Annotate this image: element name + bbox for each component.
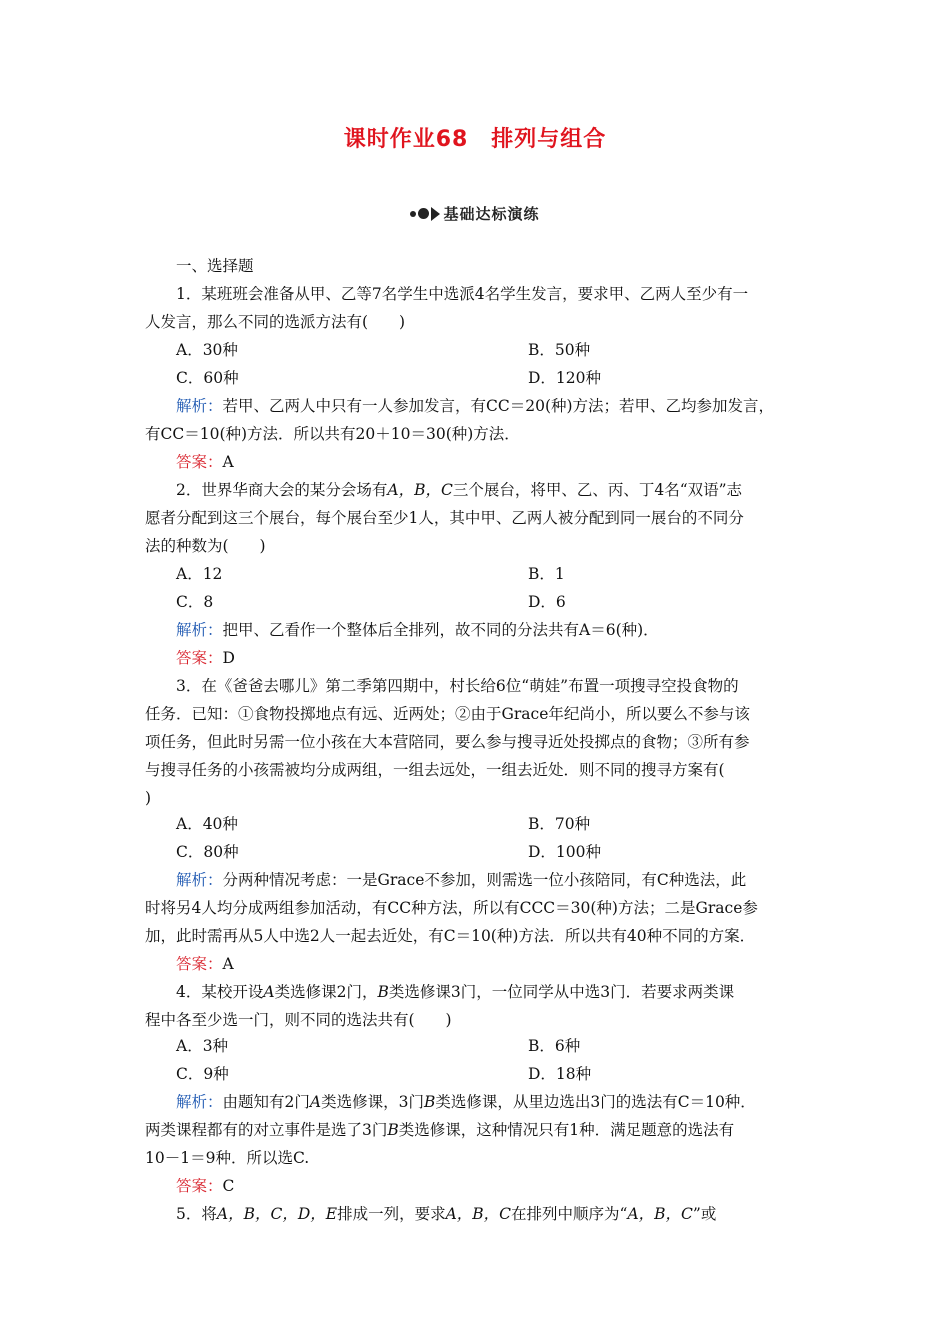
q2-option-c: C．8 [176, 593, 214, 611]
answer-label: 答案： [176, 955, 223, 973]
q3-jiexi-line3: 加，此时需再从5人中选2人一起去近处，有C＝10(种)方法．所以共有40种不同的方案． [145, 927, 756, 945]
q5-line1-b: A，B，C，D，E [216, 1205, 338, 1223]
q4-jiexi2-a: 两类课程都有的对立事件是选了3门 [145, 1121, 388, 1139]
q5-line1-e: 在排列中顺序为“ [511, 1205, 628, 1223]
q1-jiexi [176, 396, 774, 416]
q5-line1-c: 排成一列，要求 [337, 1205, 446, 1223]
q4-answer [176, 1176, 234, 1196]
q5-line1-a: 5．将 [176, 1205, 217, 1223]
q4-jiexi-c: 类选修课，3门 [321, 1093, 424, 1111]
q2-option-b: B．1 [528, 565, 565, 583]
q1-jiexi-text: 若甲、乙两人中只有一人参加发言，有CC＝20(种)方法；若甲、乙均参加发言， [222, 397, 775, 415]
q2-option-a: A．12 [176, 565, 223, 583]
q3-line3: 项任务，但此时另需一位小孩在大本营陪同，要么参与搜寻近处投掷点的食物；③所有参 [145, 733, 750, 751]
answer-label: 答案： [176, 1177, 223, 1195]
q4-jiexi-e: 类选修课，从里边选出3门的选法有C＝10种． [435, 1093, 756, 1111]
q2-line3: 法的种数为( ) [145, 537, 266, 555]
jiexi-label: 解析： [176, 871, 223, 889]
q1-option-c: C．60种 [176, 369, 239, 387]
q4-jiexi-b: A [309, 1093, 322, 1111]
q3-jiexi-text: 分两种情况考虑：一是Grace不参加，则需选一位小孩陪同，有C种选法，此 [222, 871, 747, 889]
q4-jiexi2-b: B [387, 1121, 399, 1139]
q4-line2: 程中各至少选一门，则不同的选法共有( ) [145, 1011, 452, 1029]
q2-line1-pre: 2．世界华商大会的某分会场有 [176, 481, 388, 499]
q5-line1-f: A，B，C [627, 1205, 693, 1223]
section-banner [0, 203, 950, 224]
q1-jiexi-line2: 有CC＝10(种)方法．所以共有20＋10＝30(种)方法． [145, 425, 520, 443]
q3-line4: 与搜寻任务的小孩需被均分成两组，一组去远处，一组去近处．则不同的搜寻方案有( [145, 761, 725, 779]
q3-jiexi-line2: 时将另4人均分成两组参加活动，有CC种方法，所以有CCC＝30(种)方法；二是Grace参 [145, 899, 758, 917]
q1-answer-value: A [222, 453, 234, 471]
q3-line2: 任务．已知：①食物投掷地点有远、近两处；②由于Grace年纪尚小，所以要么不参与该 [145, 705, 750, 723]
q4-line1-a: 4．某校开设 [176, 983, 264, 1001]
q2-answer-value: D [222, 649, 235, 667]
q4-option-a: A．3种 [176, 1037, 229, 1055]
q4-jiexi2-c: 类选修课，这种情况只有1种．满足题意的选法有 [398, 1121, 735, 1139]
q4-line1 [176, 982, 734, 1002]
jiexi-label: 解析： [176, 1093, 223, 1111]
q5-line1-g: ”或 [692, 1205, 717, 1223]
q4-jiexi-line2 [145, 1120, 734, 1140]
q5-line1-d: A，B，C [445, 1205, 512, 1223]
section-heading: 一、选择题 [176, 257, 254, 275]
q3-jiexi [176, 870, 746, 890]
answer-label: 答案： [176, 649, 223, 667]
q1-answer [176, 452, 234, 472]
q5-line1 [176, 1204, 716, 1224]
q2-jiexi [176, 620, 659, 640]
q3-option-a: A．40种 [176, 815, 238, 833]
q1-option-d: D．120种 [528, 369, 602, 387]
q1-option-b: B．50种 [528, 341, 591, 359]
q2-option-d: D．6 [528, 593, 566, 611]
q4-line1-c: 类选修课2门， [274, 983, 378, 1001]
jiexi-label: 解析： [176, 397, 223, 415]
q2-answer [176, 648, 235, 668]
q4-jiexi-line3: 10－1＝9种．所以选C. [145, 1149, 310, 1167]
q3-option-c: C．80种 [176, 843, 239, 861]
q1-option-a: A．30种 [176, 341, 238, 359]
q2-line1-post: 三个展台，将甲、乙、丙、丁4名“双语”志 [452, 481, 743, 499]
q3-answer-value: A [222, 955, 234, 973]
q3-option-d: D．100种 [528, 843, 602, 861]
jiexi-label: 解析： [176, 621, 223, 639]
answer-label: 答案： [176, 453, 223, 471]
q4-jiexi-d: B [423, 1093, 436, 1111]
q4-line1-e: 类选修课3门，一位同学从中选3门．若要求两类课 [388, 983, 735, 1001]
q4-option-b: B．6种 [528, 1037, 581, 1055]
q1-line2: 人发言，那么不同的选派方法有( ) [145, 313, 406, 331]
q3-answer [176, 954, 234, 974]
q3-line1: 3．在《爸爸去哪儿》第二季第四期中，村长给6位“萌娃”布置一项搜寻空投食物的 [176, 677, 739, 695]
banner-label: 基础达标演练 [443, 205, 540, 223]
q4-jiexi [176, 1092, 756, 1112]
q2-line1-abc: A，B，C [387, 481, 453, 499]
q4-option-c: C．9种 [176, 1065, 229, 1083]
q4-line1-b: A [263, 983, 275, 1001]
q2-jiexi-text: 把甲、乙看作一个整体后全排列，故不同的分法共有A＝6(种)． [222, 621, 659, 639]
banner-dots-icon [410, 207, 440, 221]
q4-answer-value: C [222, 1177, 235, 1195]
q2-line2: 愿者分配到这三个展台，每个展台至少1人，其中甲、乙两人被分配到同一展台的不同分 [145, 509, 744, 527]
page-title: 课时作业68 排列与组合 [343, 127, 607, 152]
q4-line1-d: B [377, 983, 389, 1001]
q4-option-d: D．18种 [528, 1065, 592, 1083]
q3-line5: ) [145, 789, 152, 807]
q3-option-b: B．70种 [528, 815, 591, 833]
q2-line1 [176, 480, 742, 500]
q1-line1: 1．某班班会准备从甲、乙等7名学生中选派4名学生发言，要求甲、乙两人至少有一 [176, 285, 749, 303]
q4-jiexi-a: 由题知有2门 [222, 1093, 310, 1111]
